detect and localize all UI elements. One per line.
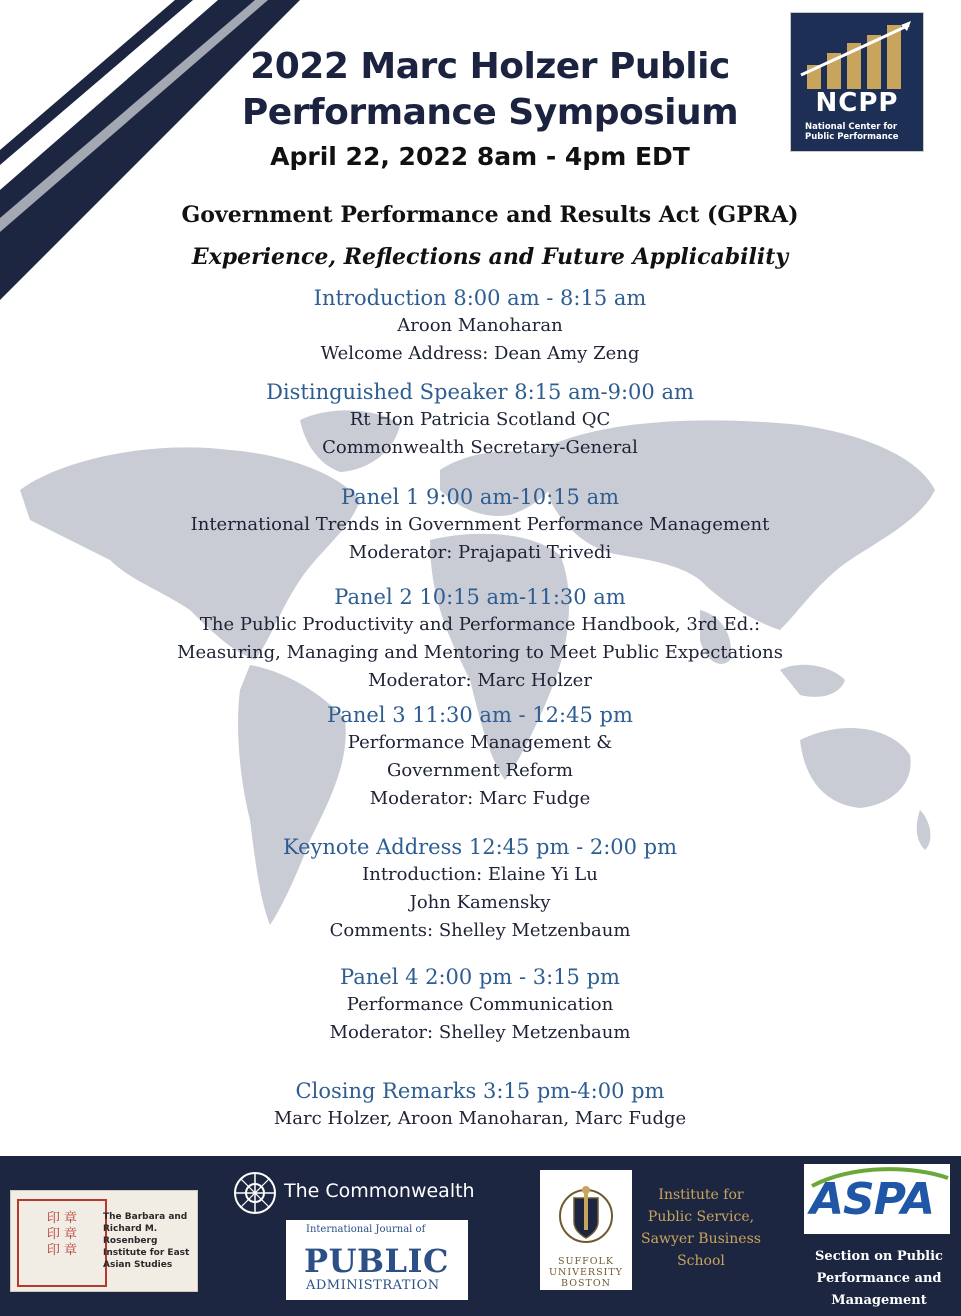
ijpa-journal-of: International Journal of bbox=[306, 1224, 426, 1235]
ijpa-logo bbox=[286, 1220, 468, 1300]
agenda-line: Moderator: Shelley Metzenbaum bbox=[329, 1022, 631, 1043]
agenda-line: Welcome Address: Dean Amy Zeng bbox=[320, 343, 640, 364]
event-title bbox=[180, 44, 800, 136]
agenda-line: Rt Hon Patricia Scotland QC bbox=[349, 409, 611, 430]
aspa-name: ASPA bbox=[810, 1174, 935, 1225]
agenda-introduction bbox=[80, 284, 880, 368]
aspa-section-name: Section on Public Performance and Management bbox=[815, 1249, 943, 1308]
agenda-line: Moderator: Marc Fudge bbox=[369, 788, 591, 809]
event-date: April 22, 2022 8am - 4pm EDT bbox=[270, 142, 690, 171]
suffolk-name: SUFFOLK UNIVERSITY BOSTON bbox=[549, 1256, 623, 1289]
agenda-keynote bbox=[80, 833, 880, 945]
agenda-line: Commonwealth Secretary-General bbox=[322, 437, 638, 458]
aspa-logo bbox=[804, 1164, 950, 1234]
agenda-distinguished-speaker bbox=[80, 378, 880, 462]
title-line-2: Performance Symposium bbox=[241, 92, 739, 133]
agenda-heading: Panel 4 2:00 pm - 3:15 pm bbox=[340, 965, 620, 989]
ncpp-logo bbox=[790, 12, 924, 152]
agenda-heading: Keynote Address 12:45 pm - 2:00 pm bbox=[282, 835, 678, 859]
agenda-line: Performance Communication bbox=[346, 994, 614, 1015]
globe-icon bbox=[232, 1170, 278, 1216]
bar-chart-arrow-icon bbox=[791, 13, 923, 93]
title-line-1: 2022 Marc Holzer Public bbox=[250, 46, 730, 87]
agenda-panel-2 bbox=[80, 583, 880, 695]
commonwealth-name: The Commonwealth bbox=[284, 1180, 475, 1202]
university-crest-icon bbox=[558, 1180, 614, 1254]
agenda-panel-1 bbox=[80, 483, 880, 567]
agenda-line: Comments: Shelley Metzenbaum bbox=[329, 920, 631, 941]
ijpa-public: PUBLIC bbox=[304, 1242, 449, 1280]
agenda-line: Performance Management & bbox=[347, 732, 613, 753]
agenda-heading: Panel 1 9:00 am-10:15 am bbox=[340, 485, 620, 509]
agenda-heading: Distinguished Speaker 8:15 am-9:00 am bbox=[266, 380, 694, 404]
ncpp-subtitle: National Center for Public Performance bbox=[805, 122, 899, 142]
rosenberg-institute-name: The Barbara and Richard M. Rosenberg Institute for East Asian Studies bbox=[103, 1212, 190, 1270]
agenda-panel-3 bbox=[80, 701, 880, 813]
agenda-closing-remarks bbox=[80, 1077, 880, 1133]
agenda-line: Introduction: Elaine Yi Lu bbox=[362, 864, 598, 885]
rosenberg-institute-logo bbox=[10, 1190, 198, 1292]
ijpa-administration: ADMINISTRATION bbox=[306, 1278, 440, 1293]
sponsor-footer bbox=[0, 1156, 961, 1316]
agenda-line: Moderator: Prajapati Trivedi bbox=[348, 542, 612, 563]
act-title: Government Performance and Results Act (GPRA) bbox=[181, 202, 799, 228]
agenda-panel-4 bbox=[80, 963, 880, 1047]
agenda-heading: Panel 3 11:30 am - 12:45 pm bbox=[327, 703, 633, 727]
agenda-line: Measuring, Managing and Mentoring to Meet Public Expectations bbox=[177, 642, 783, 663]
agenda-heading: Introduction 8:00 am - 8:15 am bbox=[313, 286, 647, 310]
agenda-heading: Panel 2 10:15 am-11:30 am bbox=[334, 585, 626, 609]
ncpp-name: NCPP bbox=[815, 88, 899, 118]
agenda-line: Aroon Manoharan bbox=[397, 315, 563, 336]
commonwealth-logo bbox=[232, 1170, 502, 1216]
suffolk-university-logo bbox=[540, 1170, 632, 1290]
agenda-heading: Closing Remarks 3:15 pm-4:00 pm bbox=[295, 1079, 665, 1103]
institute-public-service: Institute for Public Service, Sawyer Business School bbox=[641, 1187, 761, 1269]
agenda-line: John Kamensky bbox=[409, 892, 551, 913]
agenda-line: Marc Holzer, Aroon Manoharan, Marc Fudge bbox=[273, 1108, 687, 1129]
agenda-line: Moderator: Marc Holzer bbox=[368, 670, 592, 691]
agenda-line: Government Reform bbox=[387, 760, 573, 781]
agenda-line: International Trends in Government Performance Management bbox=[190, 514, 770, 535]
red-seal-icon: 印 章 印 章 印 章 bbox=[17, 1199, 107, 1287]
agenda-line: The Public Productivity and Performance Handbook, 3rd Ed.: bbox=[199, 614, 761, 635]
act-subtitle: Experience, Reflections and Future Applicability bbox=[191, 244, 789, 270]
